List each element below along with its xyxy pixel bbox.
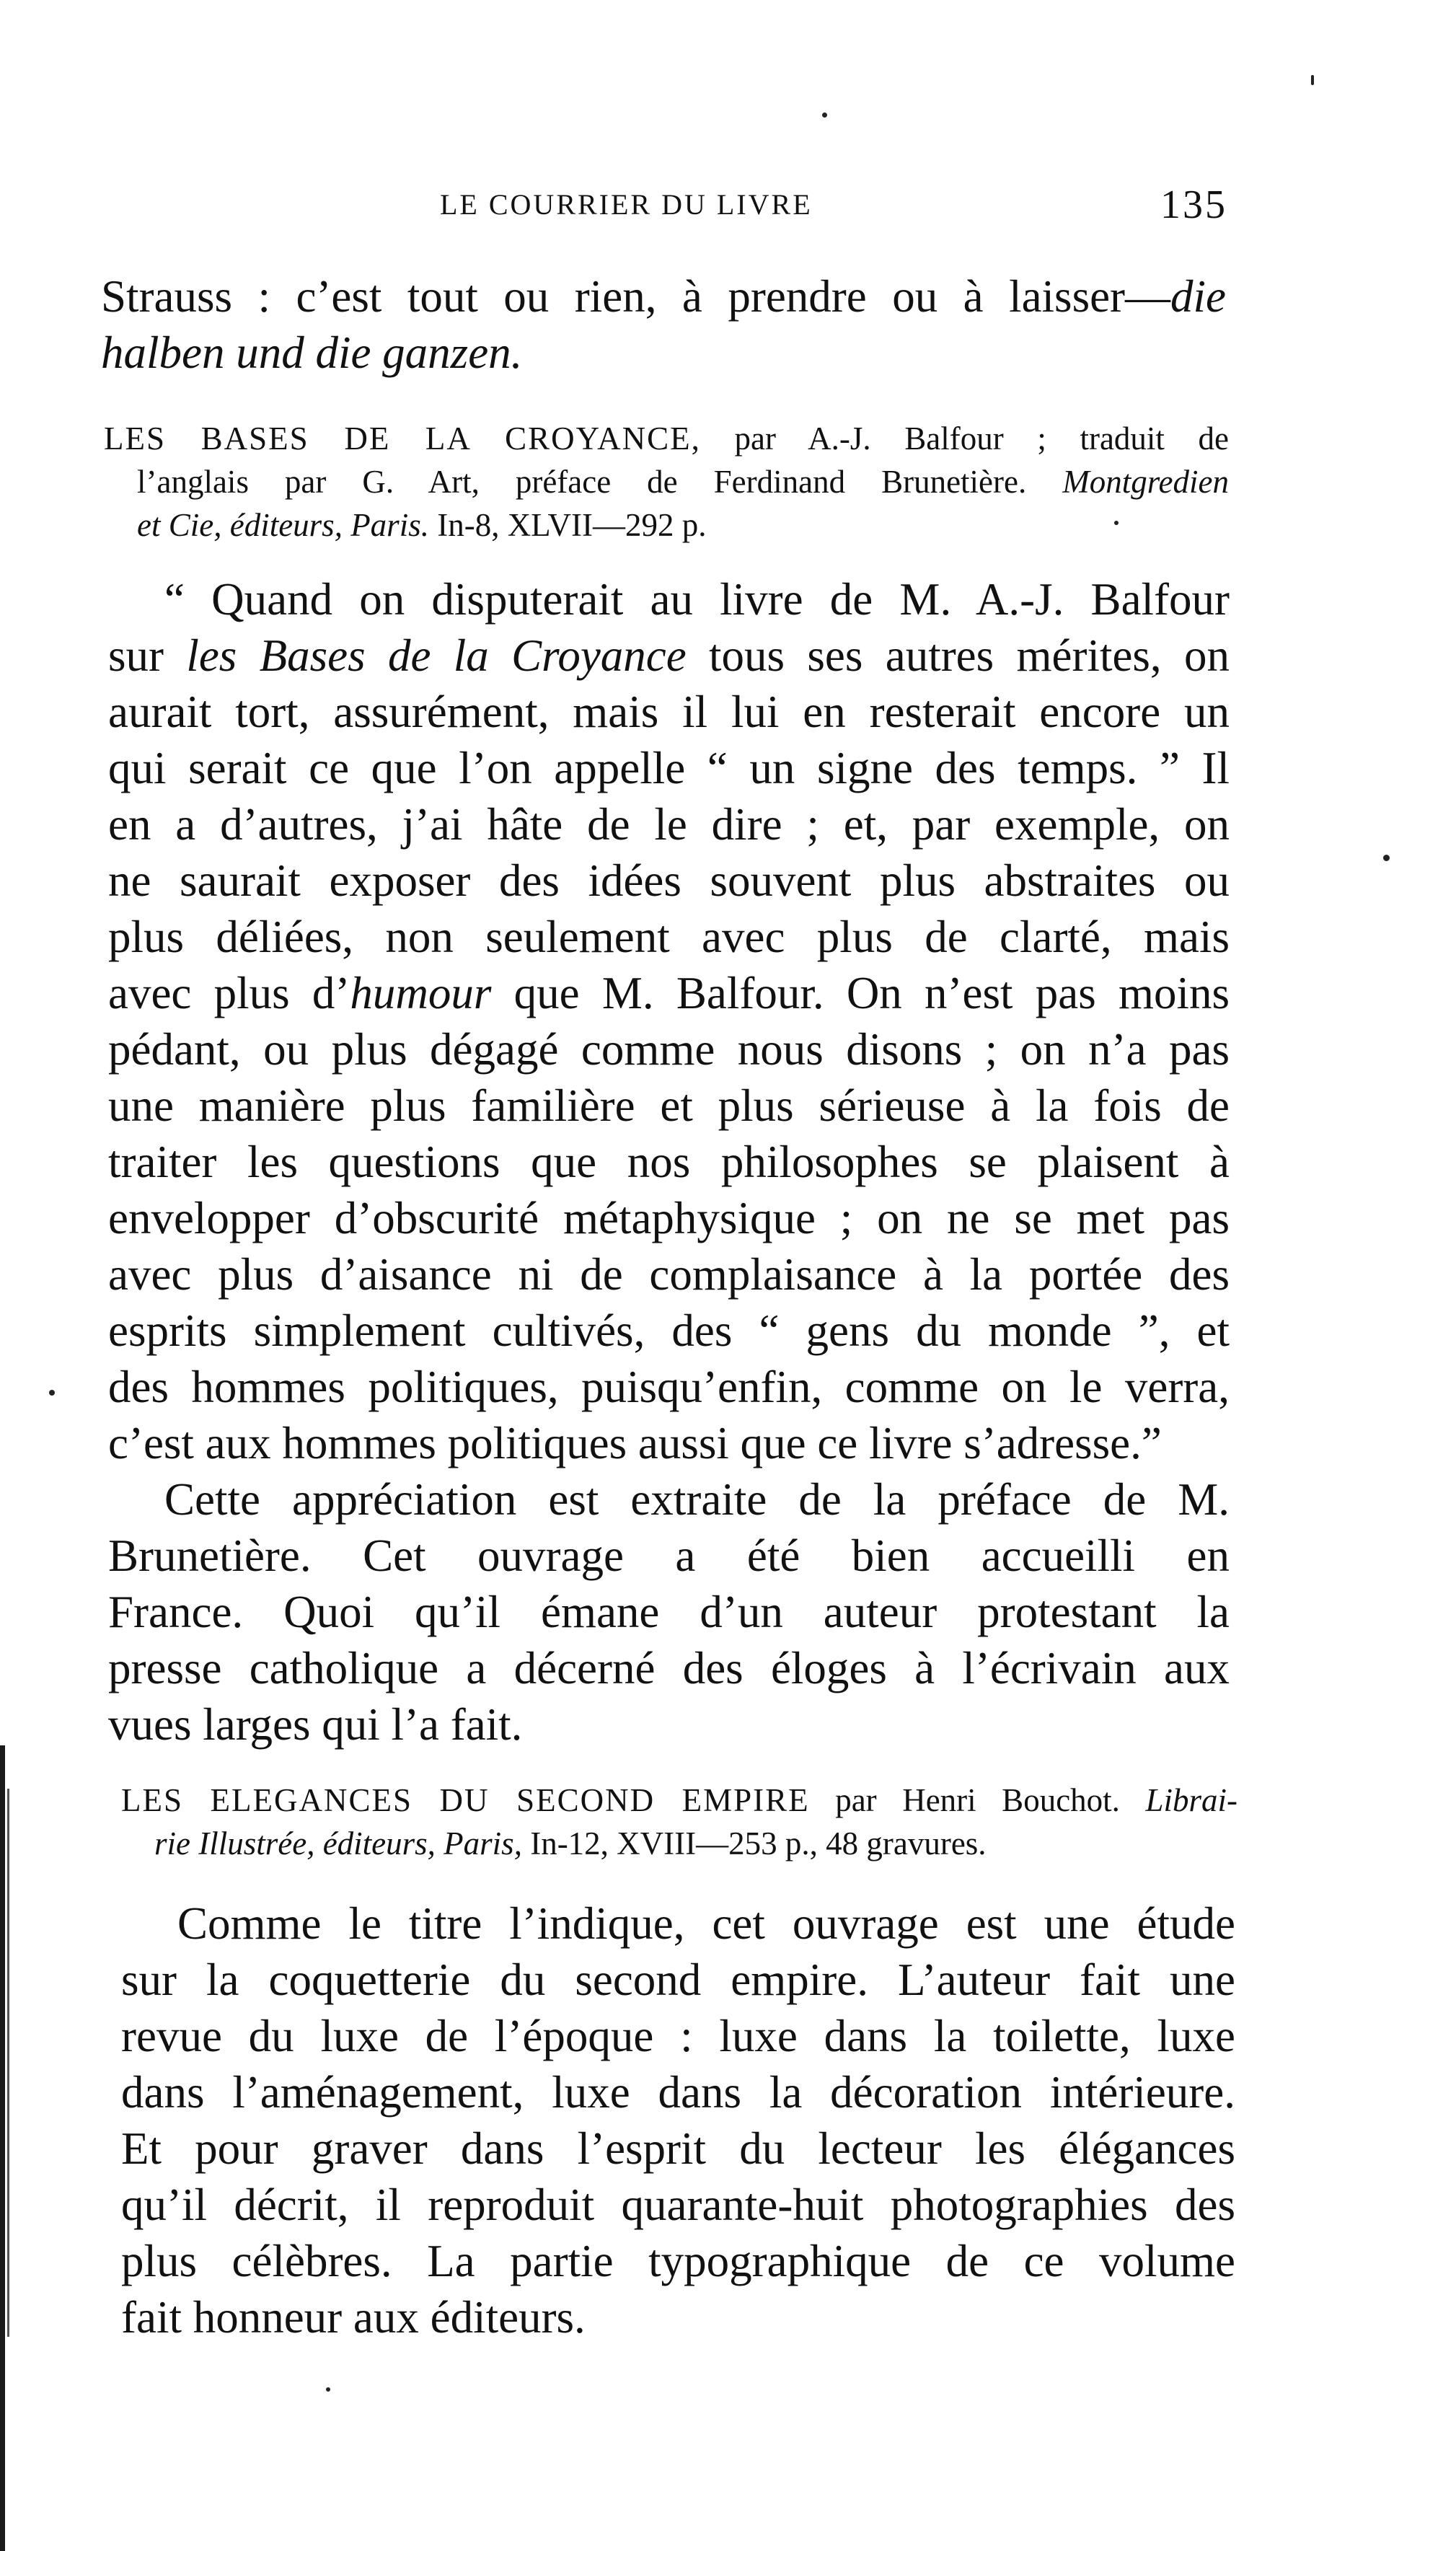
review-bases-croyance (108, 571, 1230, 1753)
book-title: LES BASES DE LA CROYANCE, (104, 420, 701, 457)
text-line: avec plus d’aisance ni de complaisance à la portée des (108, 1249, 1230, 1300)
text-line: qu’il décrit, il reproduit quarante-huit photographies des (121, 2180, 1235, 2230)
scan-speck (1383, 855, 1390, 861)
text-line: Et pour graver dans l’esprit du lecteur les élégances (121, 2123, 1235, 2174)
scan-edge-shadow (7, 1789, 9, 2337)
book-title: LES ELEGANCES DU SECOND EMPIRE (121, 1782, 810, 1818)
scan-speck (822, 113, 827, 118)
text-line: halben und die ganzen. (101, 327, 523, 378)
text-line: ne saurait exposer des idées souvent plus abstraites ou (108, 855, 1230, 906)
text-line: pédant, ou plus dégagé comme nous disons ; on n’a pas (108, 1024, 1230, 1075)
text-line: c’est aux hommes politiques aussi que ce livre s’adresse.” (108, 1418, 1162, 1468)
text-line: en a d’autres, j’ai hâte de le dire ; et, par exemple, on (108, 799, 1230, 850)
text-line: France. Quoi qu’il émane d’un auteur protestant la (108, 1587, 1230, 1637)
text-line: plus déliées, non seulement avec plus de clarté, mais (108, 912, 1230, 962)
scan-speck (1114, 521, 1119, 525)
text-line: Comme le titre l’indique, cet ouvrage est une étude (177, 1898, 1235, 1949)
page-number: 135 (1160, 182, 1227, 227)
text-line: vues larges qui l’a fait. (108, 1699, 523, 1750)
book-entry-elegances-second-empire (121, 1779, 1237, 1865)
text-line: Cette appréciation est extraite de la préface de M. (164, 1474, 1230, 1525)
review-elegances-second-empire (121, 1895, 1235, 2345)
text-line: plus célèbres. La partie typographique de ce volume (121, 2236, 1235, 2286)
text-line: fait honneur aux éditeurs. (121, 2292, 586, 2343)
entry-line: et Cie, éditeurs, Paris. In-8, XLVII—292 p. (137, 507, 707, 543)
entry-line: rie Illustrée, éditeurs, Paris, In-12, XVIII—253 p., 48 gravures. (154, 1825, 987, 1862)
running-head (108, 182, 1240, 232)
running-title: LE COURRIER DU LIVRE (440, 188, 813, 221)
scan-speck (49, 1390, 55, 1396)
entry-line: LES ELEGANCES DU SECOND EMPIRE par Henri Bouchot. Librai- (121, 1782, 1238, 1818)
text-line: traiter les questions que nos philosophes se plaisent à (108, 1137, 1230, 1187)
text-line: “ Quand on disputerait au livre de M. A.-J. Balfour (164, 574, 1230, 625)
text-line: Strauss : c’est tout ou rien, à prendre ou à laisser—die (101, 271, 1226, 322)
text-line: sur la coquetterie du second empire. L’auteur fait une (121, 1955, 1235, 2005)
continuation-paragraph (101, 268, 1226, 381)
text-line: des hommes politiques, puisqu’enfin, comme on le verra, (108, 1362, 1230, 1412)
text-line: envelopper d’obscurité métaphysique ; on ne se met pas (108, 1193, 1230, 1243)
text-line: avec plus d’humour que M. Balfour. On n’est pas moins (108, 968, 1230, 1018)
text-line: sur les Bases de la Croyance tous ses autres mérites, on (108, 630, 1230, 681)
text-line: aurait tort, assurément, mais il lui en resterait encore un (108, 687, 1230, 737)
entry-line: LES BASES DE LA CROYANCE, par A.-J. Balfour ; traduit de (104, 420, 1230, 457)
scan-speck (1311, 75, 1314, 85)
scan-edge-shadow (0, 1745, 5, 2551)
text-line: esprits simplement cultivés, des “ gens du monde ”, et (108, 1305, 1230, 1356)
text-line: revue du luxe de l’époque : luxe dans la toilette, luxe (121, 2011, 1235, 2061)
text-line: une manière plus familière et plus sérieuse à la fois de (108, 1080, 1230, 1131)
text-line: qui serait ce que l’on appelle “ un signe des temps. ” Il (108, 743, 1230, 793)
text-line: Brunetière. Cet ouvrage a été bien accueilli en (108, 1530, 1230, 1581)
book-entry-bases-croyance (104, 417, 1229, 547)
scan-speck (326, 2387, 330, 2392)
entry-line: l’anglais par G. Art, préface de Ferdinand Brunetière. Montgredien (137, 464, 1229, 500)
text-line: presse catholique a décerné des éloges à l’écrivain aux (108, 1643, 1230, 1693)
text-line: dans l’aménagement, luxe dans la décoration intérieure. (121, 2067, 1235, 2118)
